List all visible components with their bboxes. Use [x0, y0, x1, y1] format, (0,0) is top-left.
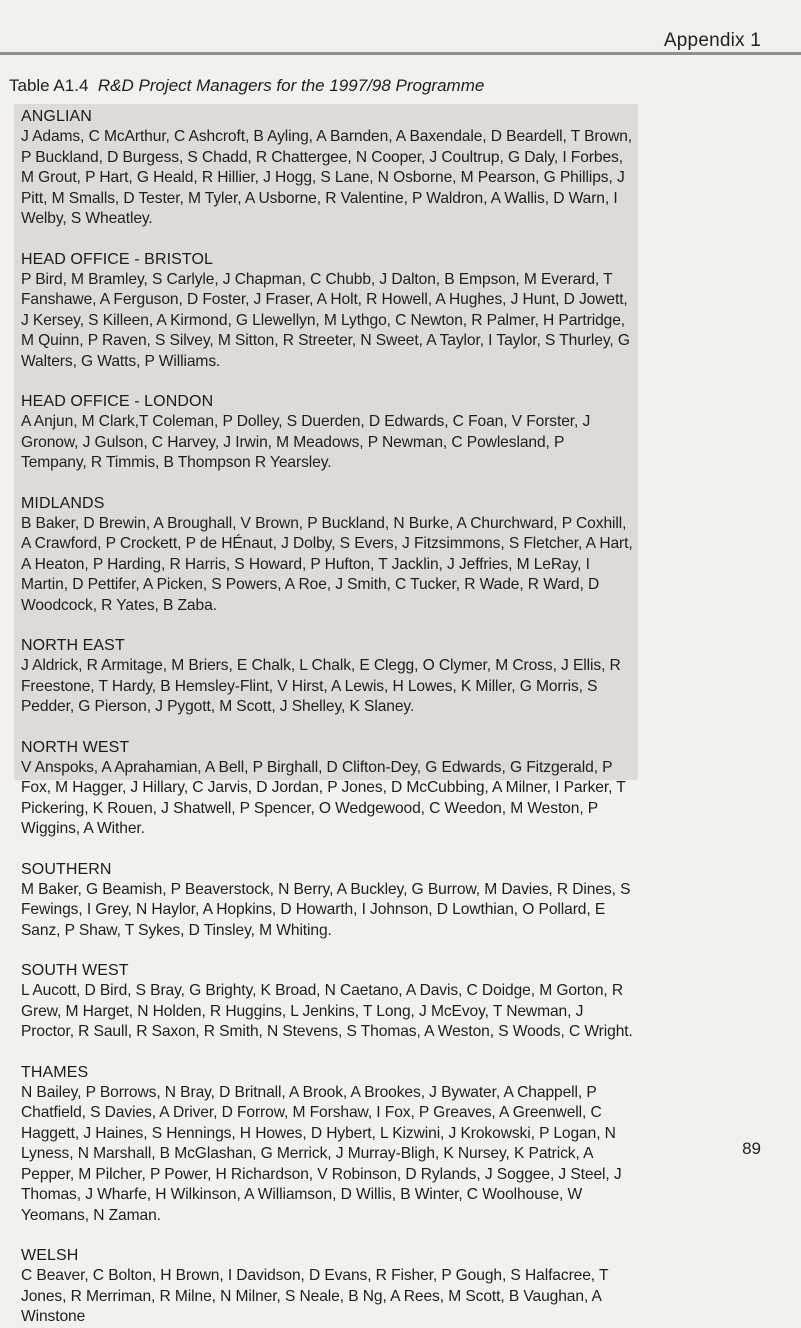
region-welsh	[21, 1246, 661, 1328]
region-names: J Aldrick, R Armitage, M Briers, E Chalk, L Chalk, E Clegg, O Clymer, M Cross, J Ellis, R Freestone, T Hardy, B Hemsley-Flint, V Hirst, A Lewis, H Lowes, K Miller, G Morris, S Pedder, G Pierson, J Pygott, M Scott, J Shelley, K Slaney.	[21, 657, 621, 715]
region-heading: ANGLIAN	[21, 108, 92, 125]
region-names: V Anspoks, A Aprahamian, A Bell, P Birghall, D Clifton-Dey, G Edwards, G Fitzgerald, P Fox, M Hagger, J Hillary, C Jarvis, D Jordan, P Jones, D McCubbing, A Milner, I Parker, T Pickering, K Rouen, J Shatwell, P Spencer, O Wedgewood, C Weedon, M Weston, P Wiggins, A Wither.	[21, 758, 626, 837]
region-names: L Aucott, D Bird, S Bray, G Brighty, K Broad, N Caetano, A Davis, C Doidge, M Gorton, R Grew, M Harget, N Holden, R Huggins, L Jenkins, T Long, J McEvoy, T Newman, J Proctor, R Saull, R Saxon, R Smith, N Stevens, S Thomas, A Weston, S Woods, C Wright.	[21, 982, 633, 1040]
page-number: 89	[742, 1139, 761, 1158]
region-heading: THAMES	[21, 1063, 89, 1081]
region-heading: MIDLANDS	[21, 494, 105, 512]
region-heading: HEAD OFFICE - LONDON	[21, 393, 214, 410]
region-midlands	[21, 494, 661, 617]
region-north-west	[21, 738, 661, 840]
region-heading: SOUTH WEST	[21, 962, 129, 979]
region-heading: NORTH WEST	[21, 738, 130, 756]
table-number: Table A1.4	[9, 76, 89, 95]
region-heading: WELSH	[21, 1247, 79, 1264]
region-heading: HEAD OFFICE - BRISTOL	[21, 250, 214, 268]
appendix-label: Appendix 1	[663, 30, 761, 51]
table-title: R&D Project Managers for the 1997/98 Programme	[97, 76, 485, 95]
region-heading: SOUTHERN	[21, 860, 112, 878]
region-north-east	[21, 636, 661, 718]
region-names: B Baker, D Brewin, A Broughall, V Brown, P Buckland, N Burke, A Churchward, P Coxhill, A Crawford, P Crockett, P de HÉnaut, J Dolby, S Evers, J Fitzsimmons, S Fletcher, A Hart, A Heaton, P Harding, R Harris, S Howard, P Hufton, T Jacklin, J Jeffries, M LeRay, I Martin, D Pettifer, A Picken, S Powers, A Roe, J Smith, C Tucker, R Wade, R Ward, D Woodcock, R Yates, B Zaba.	[21, 514, 633, 614]
region-names: N Bailey, P Borrows, N Bray, D Britnall, A Brook, A Brookes, J Bywater, A Chappell, P Chatfield, S Davies, A Driver, D Forrow, M Forshaw, I Fox, P Greaves, A Greenwell, C Haggett, J Haines, S Hennings, H Howes, D Hybert, L Kizwini, J Krokowski, P Logan, N Lyness, N Marshall, B McGlashan, G Merrick, J Murray-Bligh, K Nursey, K Patrick, A Pepper, M Pilcher, P Power, H Richardson, V Robinson, D Rylands, J Soggee, J Steel, J Thomas, J Wharfe, H Wilkinson, A Williamson, D Willis, B Winter, C Woolhouse, W Yeomans, N Zaman.	[21, 1083, 622, 1224]
region-head-office-london	[21, 392, 661, 474]
region-thames	[21, 1063, 661, 1227]
region-names: C Beaver, C Bolton, H Brown, I Davidson, D Evans, R Fisher, P Gough, S Halfacree, T Jones, R Merriman, R Milne, N Milner, S Neale, B Ng, A Rees, M Scott, B Vaughan, A Winstone	[21, 1267, 609, 1325]
region-names: M Baker, G Beamish, P Beaverstock, N Berry, A Buckley, G Burrow, M Davies, R Dines, S Fewings, I Grey, N Haylor, A Hopkins, D Howarth, I Johnson, D Lowthian, O Pollard, E Sanz, P Shaw, T Sykes, D Tinsley, M Whiting.	[21, 880, 631, 939]
region-names: J Adams, C McArthur, C Ashcroft, B Ayling, A Barnden, A Baxendale, D Beardell, T Brown, P Buckland, D Burgess, S Chadd, R Chattergee, N Cooper, J Coultrup, G Daly, I Forbes, M Grout, P Hart, G Heald, R Hillier, J Hogg, S Lane, N Osborne, M Pearson, G Phillips, J Pitt, M Smalls, D Tester, M Tyler, A Usborne, R Valentine, P Waldron, A Wallis, D Warn, I Welby, S Wheatley.	[21, 128, 633, 227]
region-names: A Anjun, M Clark,T Coleman, P Dolley, S Duerden, D Edwards, C Foan, V Forster, J Gronow, J Gulson, C Harvey, J Irwin, M Meadows, P Newman, C Powlesland, P Tempany, R Timmis, B Thompson R Yearsley.	[21, 413, 591, 471]
region-anglian	[21, 107, 661, 230]
header-rule	[0, 52, 801, 55]
region-list	[21, 107, 661, 1328]
region-head-office-bristol	[21, 250, 661, 373]
region-southern	[21, 860, 661, 942]
region-south-west	[21, 961, 661, 1043]
region-names: P Bird, M Bramley, S Carlyle, J Chapman, C Chubb, J Dalton, B Empson, M Everard, T Fanshawe, A Ferguson, D Foster, J Fraser, A Holt, R Howell, A Hughes, J Hunt, D Jowett, J Kersey, S Killeen, A Kirmond, G Llewellyn, M Lythgo, C Newton, R Palmer, H Partridge, M Quinn, P Raven, S Silvey, M Sitton, R Streeter, N Sweet, A Taylor, I Taylor, S Thurley, G Walters, G Watts, P Williams.	[21, 270, 630, 370]
region-heading: NORTH EAST	[21, 637, 125, 654]
table-caption	[9, 76, 484, 96]
